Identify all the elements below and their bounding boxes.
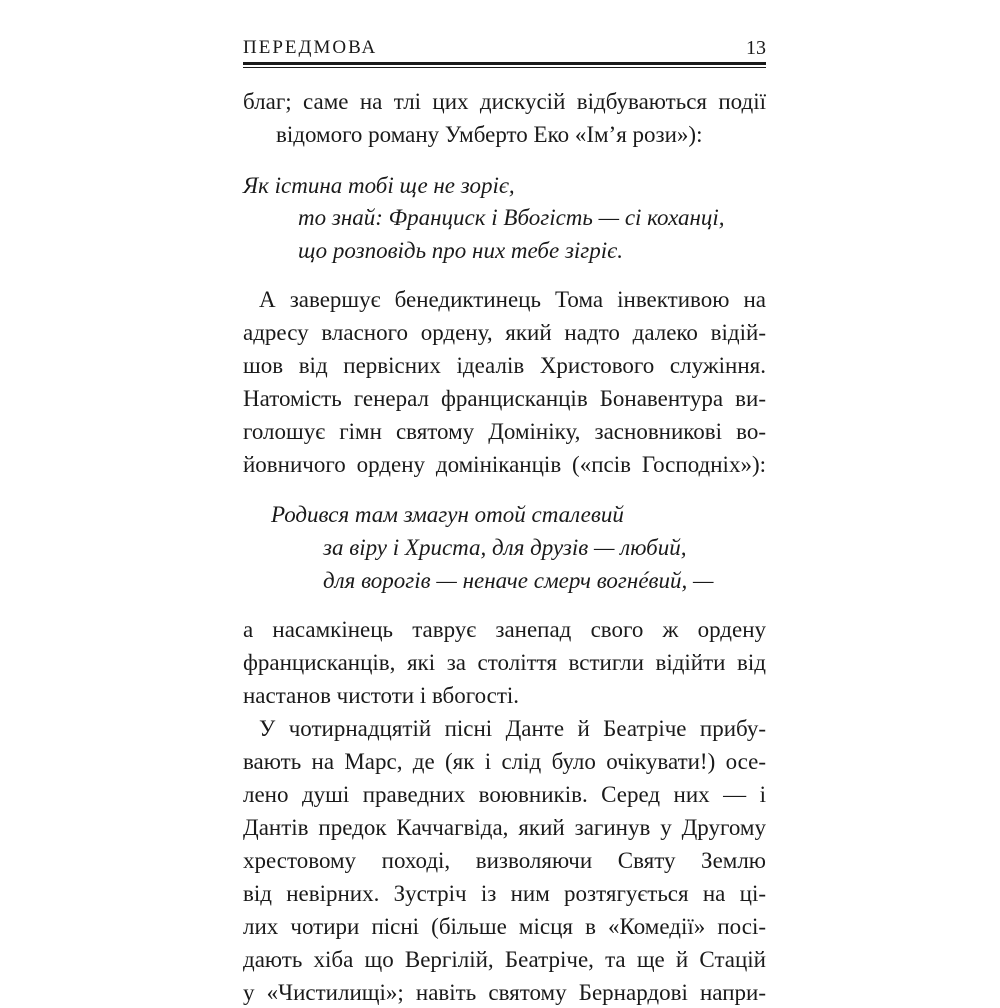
text-line: благ; саме на тлі цих дискусій відбуваються події <box>243 89 766 114</box>
text-line: хрестовому поході, визволяючи Святу Землю <box>243 848 766 873</box>
section-title: ПЕРЕДМОВА <box>243 37 378 58</box>
text-line: шов від первісних ідеалів Христового служіння. <box>243 353 766 378</box>
text-line: відомого роману Умберто Еко «Ім’я рози»): <box>276 122 703 147</box>
verse-line: за віру і Христа, для друзів — любий, <box>323 535 687 560</box>
text-line: А завершує бенедиктинець Тома інвективою на <box>259 287 766 312</box>
verse-line: Родився там змагун отой сталевий <box>271 502 624 527</box>
text-line: настанов чистоти і вбогості. <box>243 683 520 708</box>
verse-line: для ворогів — неначе смерч вогнéвий, — <box>323 568 714 593</box>
text-line: адресу власного ордену, який надто далеко відій- <box>243 320 766 345</box>
text-line: від невірних. Зустріч із ним розтягується на ці- <box>243 881 766 906</box>
text-line: Дантів предок Каччагвіда, який загинув у Другому <box>243 815 766 840</box>
text-line: францисканців, які за століття встигли відійти від <box>243 650 766 675</box>
text-line: а насамкінець таврує занепад свого ж ордену <box>243 617 766 642</box>
verse-line: Як істина тобі ще не зоріє, <box>243 173 515 198</box>
page-number: 13 <box>746 37 766 59</box>
header-rule-thick <box>243 62 766 65</box>
text-line: У чотирнадцятій пісні Данте й Беатріче прибу- <box>259 716 766 741</box>
text-line: вають на Марс, де (як і слід було очікувати!) осе- <box>243 749 766 774</box>
text-line: Натомість генерал францисканців Бонавентура ви- <box>243 386 766 411</box>
running-head <box>243 37 766 61</box>
text-line: лих чотири пісні (більше місця в «Комедії» посі- <box>243 914 766 939</box>
header-rule-thin <box>243 67 766 68</box>
text-line: голошує гімн святому Домініку, засновникові во- <box>243 419 766 444</box>
verse-line: що розповідь про них тебе зігріє. <box>298 238 623 263</box>
text-line: дають хіба що Вергілій, Беатріче, та ще й Стацій <box>243 947 766 972</box>
text-line: йовничого ордену домініканців («псів Господніх»): <box>243 452 766 477</box>
text-line: лено душі праведних воювників. Серед них — і <box>243 782 766 807</box>
text-line: у «Чистилищі»; навіть святому Бернардові напри- <box>243 980 766 1005</box>
verse-line: то знай: Франциск і Вбогість — сі коханці, <box>298 205 725 230</box>
